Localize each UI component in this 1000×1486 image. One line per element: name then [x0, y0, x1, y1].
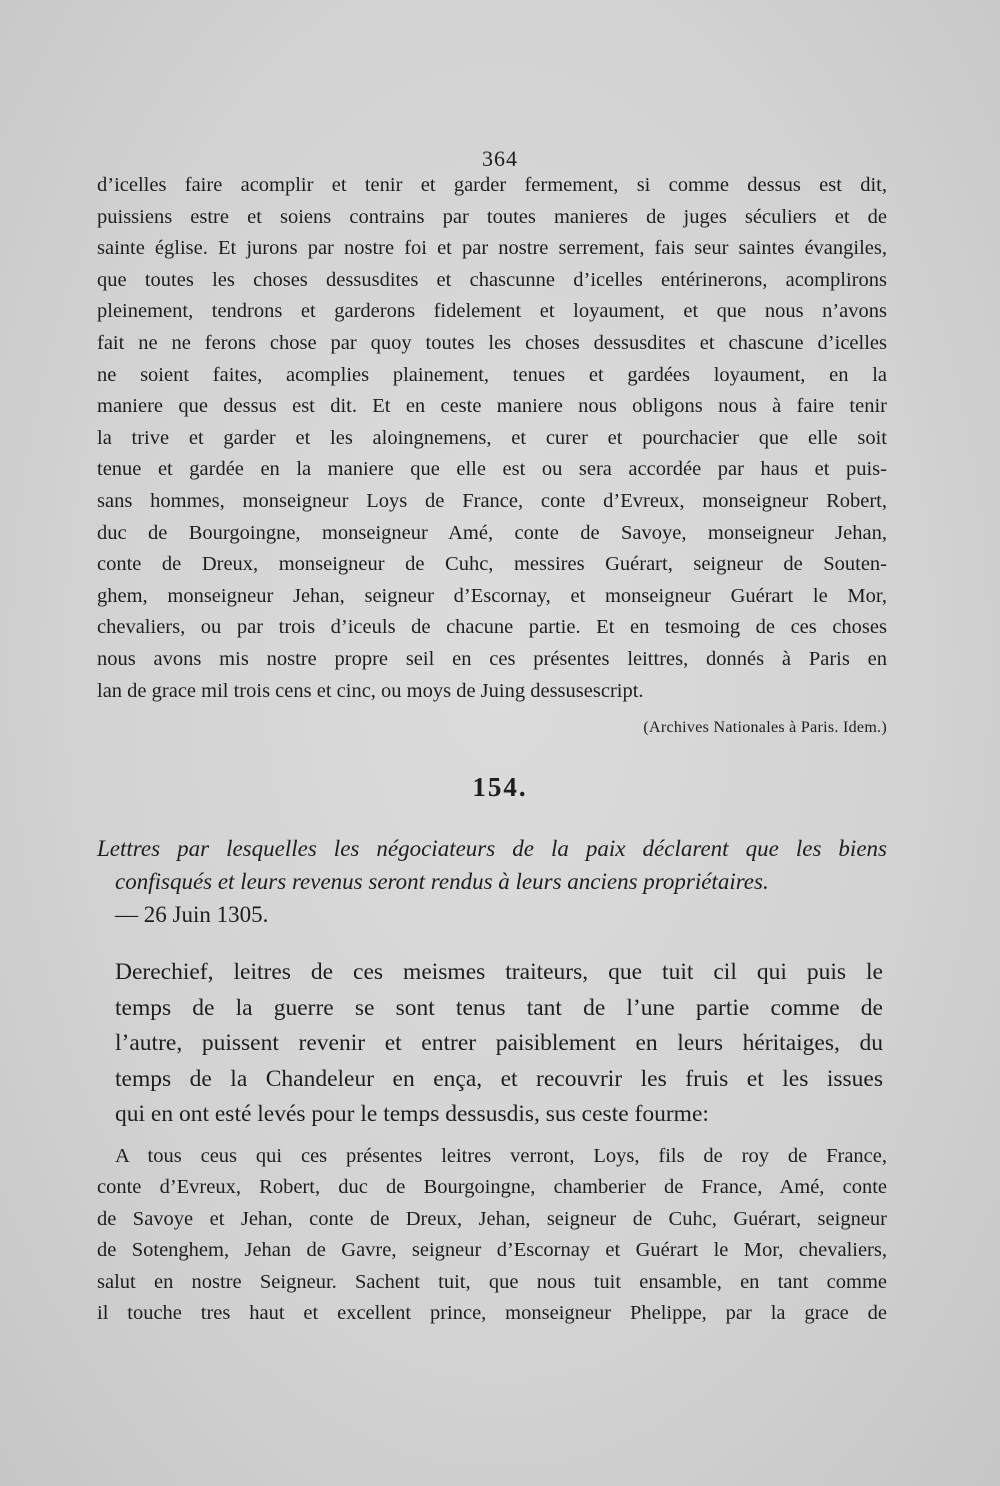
text-line: tenue et gardée en la maniere que elle est ou sera accordée par haus et puis- — [97, 458, 887, 481]
text-line: l’autre, puissent revenir et entrer paisiblement en leurs héritaiges, du — [115, 1030, 883, 1057]
text-line: conte de Dreux, monseigneur de Cuhc, messires Guérart, seigneur de Souten- — [97, 553, 887, 576]
text-line: ne soient faites, acomplies plainement, tenues et gardées loyaument, en la — [97, 363, 887, 386]
text-line: temps de la Chandeleur en ença, et recouvrir les fruis et les issues — [115, 1065, 883, 1092]
heading-line: Lettres par lesquelles les négociateurs de la paix déclarent que les biens — [97, 836, 887, 861]
text-line: la trive et garder et les aloingnemens, et curer et pourchacier que elle soit — [97, 426, 887, 449]
text-line: salut en nostre Seigneur. Sachent tuit, que nous tuit ensamble, en tant comme — [97, 1270, 887, 1293]
text-line: puissiens estre et soiens contrains par toutes manieres de juges séculiers et de — [97, 205, 887, 228]
intro-paragraph — [115, 955, 883, 1133]
heading-date: — 26 Juin 1305. — [115, 902, 269, 927]
text-line: de Savoye et Jehan, conte de Dreux, Jehan, seigneur de Cuhc, Guérart, seigneur — [97, 1207, 887, 1230]
text-line: chevaliers, ou par trois d’iceuls de chacune partie. Et en tesmoing de ces choses — [97, 616, 887, 639]
text-line: pleinement, tendrons et garderons fidelement et loyaument, et que nous n’avons — [97, 300, 887, 323]
text-line: temps de la guerre se sont tenus tant de l’une partie comme de — [115, 994, 883, 1021]
text-line: maniere que dessus est dit. Et en ceste maniere nous obligons nous à faire tenir — [97, 395, 887, 418]
text-line: de Sotenghem, Jehan de Gavre, seigneur d’Escornay et Guérart le Mor, chevaliers, — [97, 1239, 887, 1262]
page-number: 364 — [482, 146, 518, 171]
text-line: il touche tres haut et excellent prince, monseigneur Phelippe, par la grace de — [97, 1302, 887, 1325]
text-line: qui en ont esté levés pour le temps dessusdis, sus ceste fourme: — [115, 1101, 709, 1128]
letter-paragraph — [97, 1141, 887, 1329]
heading-line: confisqués et leurs revenus seront rendus à leurs anciens propriétaires. — [115, 869, 769, 894]
paragraph-continued — [97, 170, 887, 707]
text-line: d’icelles faire acomplir et tenir et garder fermement, si comme dessus est dit, — [97, 174, 887, 196]
text-line: sainte église. Et jurons par nostre foi et par nostre serrement, fais seur saintes évangiles, — [97, 237, 887, 260]
document-heading — [97, 832, 887, 931]
text-line: Derechief, leitres de ces meismes traiteurs, que tuit cil qui puis le — [115, 959, 883, 985]
source-citation: (Archives Nationales à Paris. Idem.) — [643, 719, 887, 736]
text-line: lan de grace mil trois cens et cinc, ou moys de Juing dessusescript. — [97, 679, 644, 702]
text-line: fait ne ne ferons chose par quoy toutes les choses dessusdites et chascune d’icelles — [97, 331, 887, 354]
text-line: que toutes les choses dessusdites et chascunne d’icelles entérinerons, acomplirons — [97, 268, 887, 291]
text-line: A tous ceus qui ces présentes leitres verront, Loys, fils de roy de France, — [115, 1145, 887, 1167]
document-number: 154. — [472, 772, 528, 802]
text-line: ghem, monseigneur Jehan, seigneur d’Escornay, et monseigneur Guérart le Mor, — [97, 584, 887, 607]
text-line: duc de Bourgoingne, monseigneur Amé, conte de Savoye, monseigneur Jehan, — [97, 521, 887, 544]
text-line: nous avons mis nostre propre seil en ces présentes leittres, donnés à Paris en — [97, 647, 887, 670]
text-line: conte d’Evreux, Robert, duc de Bourgoingne, chamberier de France, Amé, conte — [97, 1176, 887, 1199]
text-line: sans hommes, monseigneur Loys de France, conte d’Evreux, monseigneur Robert, — [97, 489, 887, 512]
